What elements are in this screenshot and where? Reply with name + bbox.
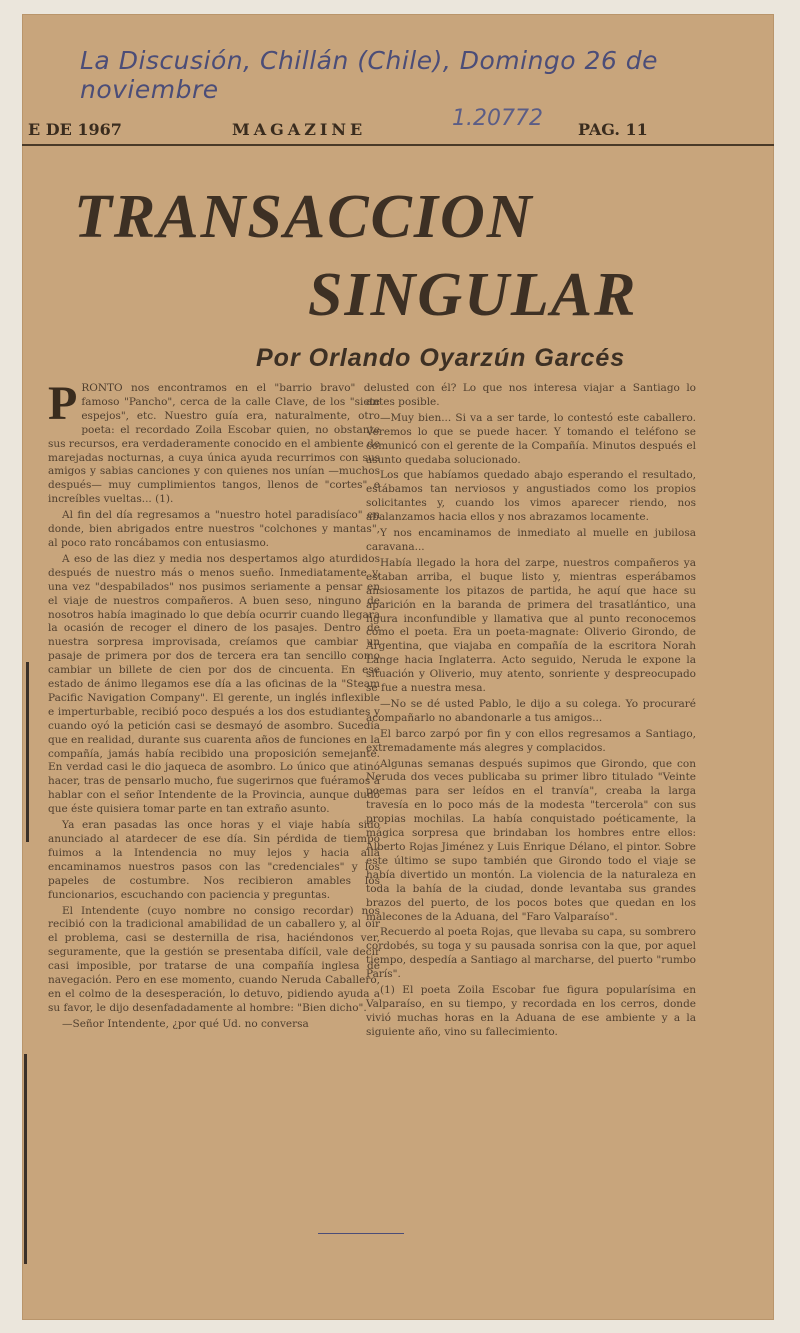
- article-paragraph: Y nos encaminamos de inmediato al muelle en jubilosa caravana...: [366, 527, 696, 553]
- article-title-line-2: SINGULAR: [308, 261, 638, 329]
- header-rule: [22, 144, 774, 146]
- article-paragraph: El barco zarpó por fin y con ellos regresamos a Santiago, extremadamente más alegres y complacidos.: [366, 727, 696, 754]
- article-title-line-1: TRANSACCION: [74, 183, 534, 251]
- drop-cap: P: [48, 377, 78, 430]
- article-left-column: [48, 377, 380, 1034]
- article-paragraph: Recuerdo al poeta Rojas, que llevaba su capa, su sombrero cordobés, su toga y su pausada sonrisa con la que, por aquel tiempo, despedía a Santiago al marcharse, del puerto "rumbo París".: [366, 926, 696, 981]
- pen-underline: [318, 1233, 404, 1234]
- article-paragraph: El Intendente (cuyo nombre no consigo recordar) nos recibió con la tradicional amabilidad de un caballero y, al oír el problema, casi se desternilla de risa, haciéndonos ver, seguramente, que la gestión se presentaba difícil, vale decir casi imposible, por tratarse de una compañía inglesa de navegación. Pero en ese momento, cuando Neruda Caballero, en el colmo de la desesperación, lo detuvo, pidiendo ayuda a su favor, le dijo desenfadadamente al hombre: "Bien dicho".: [48, 904, 380, 1014]
- header-section: MAGAZINE: [232, 120, 367, 139]
- newspaper-clipping: [22, 14, 774, 1320]
- handwritten-catalog-number: 1.20772: [452, 106, 543, 131]
- header-page-number: PAG. 11: [578, 120, 648, 139]
- article-paragraph: (1) El poeta Zoila Escobar fue figura popularísima en Valparaíso, en su tiempo, y recordada en los cerros, donde vivió muchas horas en la Aduana de ese ambiente y a la siguiente año, vino su fallecimiento.: [366, 984, 696, 1038]
- margin-pen-mark: [24, 1054, 27, 1264]
- article-paragraph: Al fin del día regresamos a "nuestro hotel paradisíaco" en donde, bien abrigados entre nuestros "colchones y mantas", al poco rato roncábamos con entusiasmo.: [48, 509, 380, 549]
- article-paragraph: —No se dé usted Pablo, le dijo a su colega. Yo procuraré acompañarlo no abandonarle a tus amigos...: [366, 697, 696, 724]
- header-date: E DE 1967: [28, 120, 122, 139]
- article-paragraph: —Señor Intendente, ¿por qué Ud. no conversa: [62, 1017, 309, 1030]
- article-paragraph: —Muy bien... Si va a ser tarde, lo contestó este caballero. Veremos lo que se puede hacer. Y tomando el teléfono se comunicó con el gerente de la Compañía. Minutos después el asunto quedaba solucionado.: [366, 411, 696, 466]
- article-paragraph: Ya eran pasadas las once horas y el viaje había sido anunciado al atardecer de ese día. Sin pérdida de tiempo fuimos a la Intendencia no muy lejos y hacia allá encaminamos nuestros pasos con las "credenciales" y los papeles de costumbre. Nos recibieron amables los funcionarios, escuchando con paciencia y preguntas.: [48, 819, 380, 901]
- handwritten-source-note: La Discusión, Chillán (Chile), Domingo 26 de noviembre: [80, 46, 659, 104]
- margin-pen-mark: [26, 662, 29, 842]
- article-paragraph: Había llegado la hora del zarpe, nuestros compañeros ya estaban arriba, el buque listo y, mientras esperábamos ansiosamente los pitazos de partida, he aquí que hace su aparición en la baranda de primera del trasatlántico, una figura inconfundible y llamativa que al punto reconocemos como el poeta. Era un poeta-magnate: Oliverio Girondo, de Argentina, que viajaba en compañía de la escritora Norah Lange hacia Inglaterra. Acto seguido, Neruda le expone la situación y Oliverio, muy atento, sonriente y despreocupado se fue a nuestra mesa.: [366, 556, 696, 695]
- article-paragraph: A eso de las diez y media nos despertamos algo aturdidos después de nuestro más o menos sueño. Inmediatamente y, una vez "despabilados" nos pusimos seriamente a pensar en el viaje de nuestros compañeros. A buen seso, ninguno de nosotros había imaginado lo que debía ocurrir cuando llegara la ocasión de recoger el dinero de los pasajes. Dentro de nuestra sorpresa improvisada, creíamos que cambiar un pasaje de primera por dos de tercera era tan sencillo como cambiar un billete de cien por dos de cincuenta. En ese estado de ánimo llegamos ese día a las oficinas de la "Steam Pacific Navigation Company". El gerente, un inglés inflexible e imperturbable, recibió poco después a los dos estudiantes y cuando oyó la petición casi se desmayó de asombro. Sucedía que en realidad, durante sus cuarenta años de funciones en la compañía, jamás había recibido una proposición semejante. En verdad casi le dio jaqueca de asombro. Lo único que atinó hacer, tras de pensarlo mucho, fue sugerirnos que fuéramos a hablar con el señor Intendente de la Provincia, aunque dudó que éste quisiera tomar parte en tan extraño asunto.: [48, 552, 380, 816]
- article-paragraph: PRONTO nos encontramos en el "barrio bravo" del famoso "Pancho", cerca de la calle Clave, de los "siete espejos", etc. Nuestro guía era, naturalmente, otro poeta: el recordado Zoila Escobar quien, no obstante sus recursos, era verdaderamente conocido en el ambiente de marejadas nocturnas, a cuya única ayuda recurrimos con sus amigos y sabias canciones y con quienes nos unían —muchos después— muy cumplimientos tangos, llenos de "cortes" e increíbles vueltas... (1).: [48, 377, 380, 506]
- article-paragraph: Algunas semanas después supimos que Girondo, que con Neruda dos veces publicaba su primer libro titulado "Veinte poemas para ser leídos en el tranvía", creaba la larga travesía en lo poco más de la modesta "tercerola" con sus propias mochilas. La había conquistado poéticamente, la mágica sorpresa que brindaban los hombres entre ellos: Alberto Rojas Jiménez y Luis Enrique Délano, el pintor. Sobre este último se supo también que Girondo todo el viaje se había divertido un montón. La violencia de la naturaleza en toda la bahía de la ciudad, donde levantaba sus grandes brazos del puerto, de los pocos botes que quedan en los malecones de la Aduana, del "Faro Valparaíso".: [366, 757, 696, 923]
- article-byline: Por Orlando Oyarzún Garcés: [256, 344, 626, 372]
- article-paragraph: usted con él? Lo que nos interesa viajar a Santiago lo antes posible.: [366, 382, 696, 408]
- article-paragraph: Los que habíamos quedado abajo esperando el resultado, estábamos tan nerviosos y angustiados como los propios solicitantes y, cuando los vimos aparecer riendo, nos abalanzamos hacia ellos y nos abrazamos locamente.: [366, 469, 696, 524]
- article-right-column: [366, 382, 696, 1042]
